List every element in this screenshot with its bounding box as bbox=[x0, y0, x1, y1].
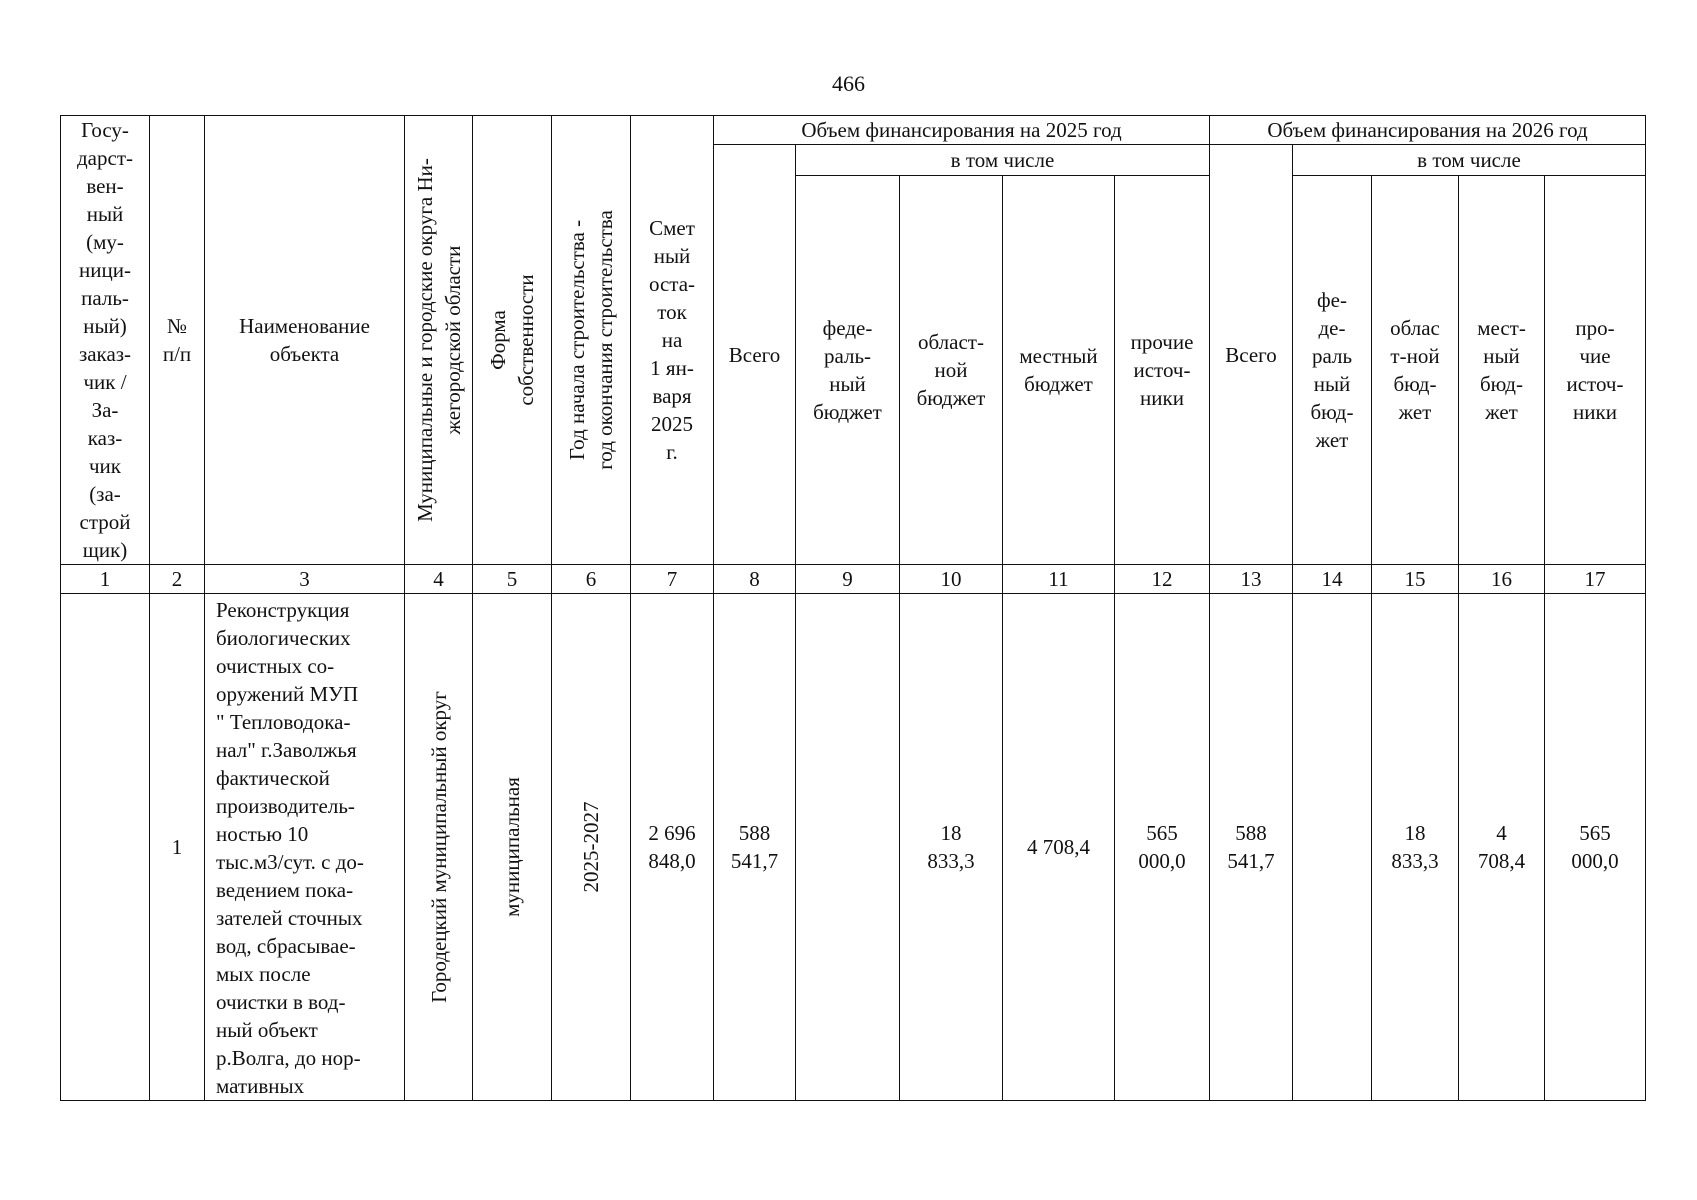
cell-years bbox=[552, 594, 631, 1101]
column-number: 3 bbox=[205, 565, 405, 594]
column-number: 13 bbox=[1210, 565, 1293, 594]
header-name-label: Наименование объекта bbox=[239, 314, 370, 366]
cell-other-2026 bbox=[1545, 594, 1646, 1101]
header-regional-2025 bbox=[900, 176, 1003, 565]
cell-local-2026 bbox=[1459, 594, 1545, 1101]
header-regional-2026-label: облас т-ной бюд- жет bbox=[1390, 316, 1440, 424]
header-funding-2025 bbox=[714, 116, 1210, 145]
cell-other-2025 bbox=[1115, 594, 1210, 1101]
column-number: 4 bbox=[405, 565, 473, 594]
header-municipality bbox=[405, 116, 473, 565]
column-number: 7 bbox=[631, 565, 714, 594]
header-num bbox=[150, 116, 205, 565]
header-federal-2026-label: фе- де- раль ный бюд- жет bbox=[1310, 288, 1354, 452]
column-number: 2 bbox=[150, 565, 205, 594]
cell-municipality-text: Городецкий муниципальный округ bbox=[426, 691, 451, 1003]
cell-regional-2025-text: 18 833,3 bbox=[927, 821, 975, 873]
header-regional-2026 bbox=[1372, 176, 1459, 565]
header-ownership-label: Форма собственности bbox=[486, 274, 538, 406]
cell-ownership bbox=[473, 594, 552, 1101]
header-other-2025 bbox=[1115, 176, 1210, 565]
cell-municipality bbox=[405, 594, 473, 1101]
cell-federal-2026 bbox=[1293, 594, 1372, 1101]
financing-table bbox=[60, 115, 1646, 1101]
header-local-2025-label: местный бюджет bbox=[1019, 344, 1098, 396]
header-years bbox=[552, 116, 631, 565]
cell-regional-2026-text: 18 833,3 bbox=[1391, 821, 1439, 873]
header-funding-2026-label: Объем финансирования на 2026 год bbox=[1267, 118, 1588, 142]
header-regional-2025-label: област- ной бюджет bbox=[916, 330, 986, 410]
cell-local-2025-text: 4 708,4 bbox=[1027, 835, 1090, 859]
header-federal-2025-label: феде- раль- ный бюджет bbox=[813, 316, 882, 424]
column-number: 16 bbox=[1459, 565, 1545, 594]
cell-remainder-text: 2 696 848,0 bbox=[648, 821, 696, 873]
cell-num: 1 bbox=[150, 594, 205, 1101]
cell-regional-2025 bbox=[900, 594, 1003, 1101]
header-federal-2025 bbox=[796, 176, 900, 565]
column-number: 1 bbox=[61, 565, 150, 594]
column-number: 11 bbox=[1003, 565, 1115, 594]
header-funding-2026 bbox=[1210, 116, 1646, 145]
column-number: 8 bbox=[714, 565, 796, 594]
column-number: 17 bbox=[1545, 565, 1646, 594]
header-including-2026 bbox=[1293, 145, 1646, 176]
column-number: 15 bbox=[1372, 565, 1459, 594]
header-total-2026-label: Всего bbox=[1225, 342, 1277, 367]
cell-remainder bbox=[631, 594, 714, 1101]
cell-total-2025-text: 588 541,7 bbox=[730, 821, 779, 873]
page-number: 466 bbox=[832, 71, 865, 96]
cell-regional-2026 bbox=[1372, 594, 1459, 1101]
column-number: 10 bbox=[900, 565, 1003, 594]
header-ownership bbox=[473, 116, 552, 565]
header-years-label: Год начала строительства - год окончания строительства bbox=[565, 210, 617, 470]
cell-total-2026 bbox=[1210, 594, 1293, 1101]
column-number: 5 bbox=[473, 565, 552, 594]
cell-years-text: 2025-2027 bbox=[579, 801, 603, 893]
header-local-2026 bbox=[1459, 176, 1545, 565]
header-including-2026-label: в том числе bbox=[1417, 148, 1521, 172]
cell-local-2026-text: 4 708,4 bbox=[1477, 821, 1526, 873]
column-number: 12 bbox=[1115, 565, 1210, 594]
header-other-2026-label: про- чие источ- ники bbox=[1566, 316, 1624, 424]
column-number: 6 bbox=[552, 565, 631, 594]
cell-federal-2025 bbox=[796, 594, 900, 1101]
header-total-2025-label: Всего bbox=[728, 342, 781, 367]
header-other-2025-label: прочие источ- ники bbox=[1130, 330, 1194, 410]
header-municipality-label: Муниципальные и городские округа Ни- жегородской области bbox=[412, 158, 465, 522]
header-remainder-label: Смет ный оста- ток на 1 ян- варя 2025 г. bbox=[648, 216, 696, 464]
cell-other-2025-text: 565 000,0 bbox=[1138, 821, 1186, 873]
header-including-2025 bbox=[796, 145, 1210, 176]
cell-customer bbox=[61, 594, 150, 1101]
header-local-2026-label: мест- ный бюд- жет bbox=[1477, 316, 1526, 424]
cell-total-2025 bbox=[714, 594, 796, 1101]
header-customer bbox=[61, 116, 150, 565]
header-local-2025 bbox=[1003, 176, 1115, 565]
header-customer-label: Госу- дарст- вен- ный (му- ници- паль- ный) заказ- чик / За- каз- чик (за- строй щик) bbox=[77, 118, 133, 562]
column-number-row bbox=[61, 565, 1646, 594]
header-name bbox=[205, 116, 405, 565]
header-including-2025-label: в том числе bbox=[950, 148, 1055, 172]
header-total-2025 bbox=[714, 145, 796, 565]
cell-object-name bbox=[205, 594, 405, 1101]
cell-local-2025 bbox=[1003, 594, 1115, 1101]
cell-ownership-text: муниципальная bbox=[500, 777, 524, 917]
cell-object-name-text: Реконструкция биологических очистных со- оружений МУП " Тепловодока- нал" г.Заволжья фактической производитель- ностью 10 тыс.м3/сут. с до- ведением пока- зателей сточных вод, сбрасывае- мых после очистки в вод- ный объект р.Волга, до нор- мативных bbox=[216, 598, 364, 1098]
cell-other-2026-text: 565 000,0 bbox=[1571, 821, 1619, 873]
header-federal-2026 bbox=[1293, 176, 1372, 565]
cell-total-2026-text: 588 541,7 bbox=[1227, 821, 1275, 873]
table-row bbox=[61, 594, 1646, 1101]
header-total-2026 bbox=[1210, 145, 1293, 565]
header-other-2026 bbox=[1545, 176, 1646, 565]
header-funding-2025-label: Объем финансирования на 2025 год bbox=[801, 118, 1122, 142]
header-row-top bbox=[61, 116, 1646, 145]
column-number: 14 bbox=[1293, 565, 1372, 594]
header-num-label: № п/п bbox=[162, 314, 192, 366]
header-remainder bbox=[631, 116, 714, 565]
column-number: 9 bbox=[796, 565, 900, 594]
